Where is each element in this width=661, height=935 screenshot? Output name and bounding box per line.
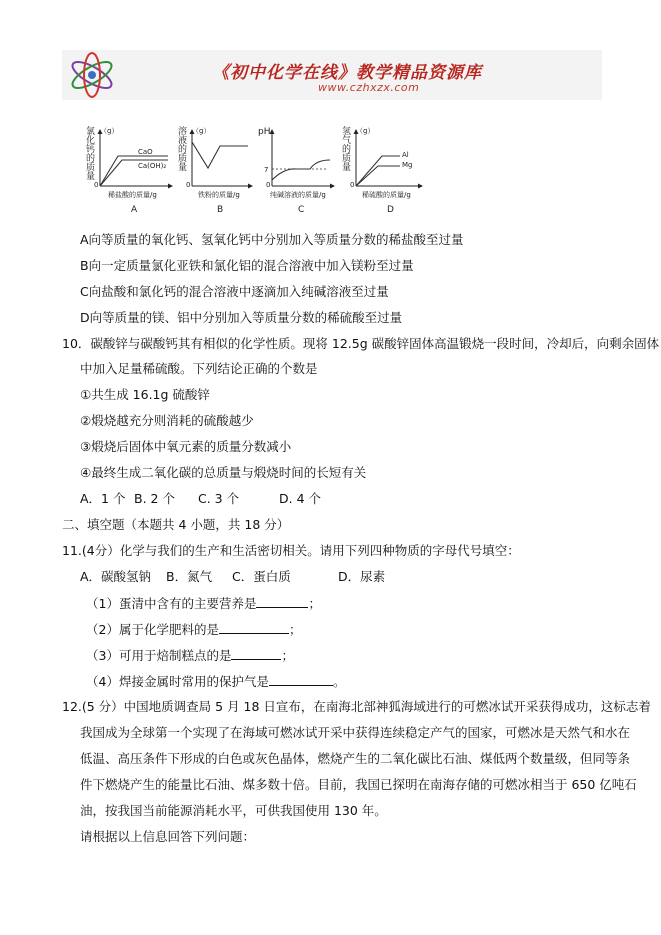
svg-text:钙: 钙 bbox=[86, 145, 96, 155]
svg-text:稀盐酸的质量/g: 稀盐酸的质量/g bbox=[108, 191, 157, 199]
graph-a bbox=[86, 125, 172, 215]
svg-text:pH: pH bbox=[258, 127, 271, 137]
q11-choice-a: A．碳酸氢钠 bbox=[80, 569, 152, 584]
q9-option-a: A向等质量的氧化钙、氢氧化钙中分别加入等质量分数的稀盐酸至过量 bbox=[80, 232, 464, 247]
svg-text:Al: Al bbox=[402, 151, 409, 159]
q12-line-5: 油，按我国当前能源消耗水平，可供我国使用 130 年。 bbox=[80, 803, 387, 818]
q11-choice-c: C．蛋白质 bbox=[232, 569, 291, 584]
q11-answer-blank-3[interactable] bbox=[231, 647, 281, 660]
q11-item-1-label: （1）蛋清中含有的主要营养是 bbox=[86, 596, 257, 611]
q10-item-1: ①共生成 16.1g 硫酸锌 bbox=[80, 387, 210, 402]
svg-text:（g）: （g） bbox=[100, 127, 119, 135]
q11-item-3: （3）可用于焙制糕点的是 ； bbox=[86, 648, 294, 663]
svg-text:氯: 氯 bbox=[86, 127, 96, 137]
q10-item-4: ④最终生成二氧化碳的总质量与煅烧时间的长短有关 bbox=[80, 465, 367, 480]
svg-text:（g）: （g） bbox=[356, 127, 375, 135]
svg-text:质: 质 bbox=[178, 154, 188, 164]
q10-item-2: ②煅烧越充分则消耗的硫酸越少 bbox=[80, 413, 254, 428]
svg-text:A: A bbox=[131, 205, 138, 215]
q12-line-1: 12.(5 分）中国地质调查局 5 月 18 日宣布，在南海北部神狐海域进行的可燃冰试开采获得成功，这标志着 bbox=[62, 699, 651, 714]
q11-item-4-label: （4）焊接金属时常用的保护气是 bbox=[86, 674, 269, 689]
graph-c bbox=[258, 127, 334, 215]
svg-text:0: 0 bbox=[266, 181, 271, 189]
svg-text:7: 7 bbox=[264, 166, 269, 174]
svg-text:氢: 氢 bbox=[342, 127, 352, 137]
q10-choice-b: B. 2 个 bbox=[134, 491, 175, 506]
svg-text:CaO: CaO bbox=[138, 148, 153, 156]
svg-text:铁粉的质量/g: 铁粉的质量/g bbox=[198, 191, 240, 199]
q10-choice-c: C. 3 个 bbox=[198, 491, 240, 506]
graph-d bbox=[342, 125, 422, 215]
atom-logo-icon bbox=[66, 52, 118, 98]
q10-choice-d: D. 4 个 bbox=[279, 491, 321, 506]
banner-title: 《初中化学在线》教学精品资源库 bbox=[212, 63, 482, 83]
svg-text:量: 量 bbox=[86, 172, 96, 182]
q12-line-2: 我国成为全球第一个实现了在海域可燃冰试开采中获得连续稳定产气的国家，可燃冰是天然气和水在 bbox=[80, 725, 631, 740]
svg-text:0: 0 bbox=[350, 181, 355, 189]
q11-item-2: （2）属于化学肥料的是 ； bbox=[86, 622, 302, 637]
question-graphs bbox=[84, 124, 424, 216]
svg-text:0: 0 bbox=[186, 181, 191, 189]
svg-text:量: 量 bbox=[342, 163, 352, 173]
svg-text:纯碱溶液的质量/g: 纯碱溶液的质量/g bbox=[270, 191, 326, 199]
svg-text:质: 质 bbox=[86, 163, 96, 173]
q11-choice-b: B．氮气 bbox=[166, 569, 213, 584]
q11-item-4: （4）焊接金属时常用的保护气是 。 bbox=[86, 674, 346, 689]
svg-text:B: B bbox=[217, 205, 224, 215]
svg-text:溶: 溶 bbox=[178, 127, 188, 137]
svg-text:（g）: （g） bbox=[192, 127, 211, 135]
q10-item-3: ③煅烧后固体中氧元素的质量分数减小 bbox=[80, 439, 292, 454]
svg-text:的: 的 bbox=[178, 145, 188, 155]
q11-answer-blank-4[interactable] bbox=[269, 673, 333, 686]
q11-choice-d: D．尿素 bbox=[338, 569, 386, 584]
svg-text:化: 化 bbox=[86, 136, 96, 146]
banner-url[interactable]: www.czhxzx.com bbox=[318, 81, 420, 94]
q10-stem-line1: 10．碳酸锌与碳酸钙其有相似的化学性质。现将 12.5g 碳酸锌固体高温锻烧一段时间，冷却后，向剩余固体 bbox=[62, 336, 660, 351]
q11-item-1: （1）蛋清中含有的主要营养是 ； bbox=[86, 596, 321, 611]
q12-prompt: 请根据以上信息回答下列问题： bbox=[80, 829, 256, 844]
q11-answer-blank-2[interactable] bbox=[219, 621, 289, 634]
q11-item-2-label: （2）属于化学肥料的是 bbox=[86, 622, 219, 637]
q9-option-b: B向一定质量氯化亚铁和氯化铝的混合溶液中加入镁粉至过量 bbox=[80, 258, 414, 273]
q11-item-3-label: （3）可用于焙制糕点的是 bbox=[86, 648, 232, 663]
header-banner bbox=[62, 50, 602, 100]
svg-text:质: 质 bbox=[342, 154, 352, 164]
svg-text:Ca(OH)₂: Ca(OH)₂ bbox=[138, 162, 167, 170]
section-heading: 二、填空题（本题共 4 小题，共 18 分） bbox=[62, 517, 290, 532]
q11-answer-blank-1[interactable] bbox=[256, 595, 308, 608]
q12-line-3: 低温、高压条件下形成的白色或灰色晶体，燃烧产生的二氧化碳比石油、煤低两个数量级，但同等条 bbox=[80, 751, 631, 766]
svg-text:液: 液 bbox=[178, 136, 188, 146]
svg-text:量: 量 bbox=[178, 163, 188, 173]
q10-choice-a: A．1 个 bbox=[80, 491, 126, 506]
q9-option-c: C向盐酸和氯化钙的混合溶液中逐滴加入纯碱溶液至过量 bbox=[80, 284, 389, 299]
svg-text:C: C bbox=[298, 205, 305, 215]
svg-text:0: 0 bbox=[94, 181, 99, 189]
svg-text:气: 气 bbox=[342, 136, 352, 146]
graph-b bbox=[178, 125, 252, 215]
q11-stem: 11.(4分）化学与我们的生产和生活密切相关。请用下列四种物质的字母代号填空： bbox=[62, 543, 520, 558]
q9-option-d: D向等质量的镁、铝中分别加入等质量分数的稀硫酸至过量 bbox=[80, 310, 403, 325]
svg-text:的: 的 bbox=[86, 154, 96, 164]
svg-text:的: 的 bbox=[342, 145, 352, 155]
svg-text:Mg: Mg bbox=[402, 161, 413, 169]
q12-line-4: 件下燃烧产生的能量比石油、煤多数十倍。目前，我国已探明在南海存储的可燃冰相当于 650 亿吨石 bbox=[80, 777, 637, 792]
q10-stem-line2: 中加入足量稀硫酸。下列结论正确的个数是 bbox=[80, 361, 318, 376]
svg-text:稀硫酸的质量/g: 稀硫酸的质量/g bbox=[362, 191, 411, 199]
svg-text:D: D bbox=[387, 205, 394, 215]
